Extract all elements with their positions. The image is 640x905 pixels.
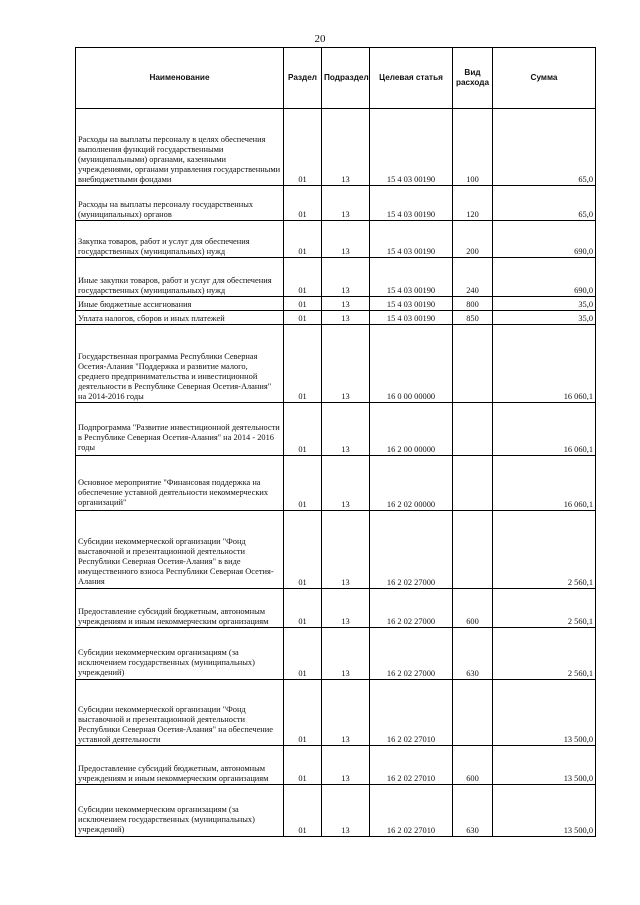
- table-row: [76, 186, 596, 221]
- row-section: 01: [284, 589, 322, 628]
- row-target: 15 4 03 00190: [370, 258, 453, 297]
- row-name: Расходы на выплаты персоналу государственных (муниципальных) органов: [76, 186, 284, 221]
- row-expense-type: [453, 403, 493, 456]
- row-section: 01: [284, 325, 322, 403]
- row-sum: 35,0: [493, 311, 596, 325]
- row-name: Предоставление субсидий бюджетным, автономным учреждениям и иным некоммерческим организациям: [76, 589, 284, 628]
- table-row: [76, 589, 596, 628]
- row-target: 16 2 02 27010: [370, 785, 453, 837]
- table-row: [76, 680, 596, 746]
- row-sum: 2 560,1: [493, 589, 596, 628]
- row-subsection: 13: [322, 403, 370, 456]
- row-sum: 13 500,0: [493, 680, 596, 746]
- row-sum: 16 060,1: [493, 403, 596, 456]
- table-row: [76, 511, 596, 589]
- row-expense-type: 600: [453, 746, 493, 785]
- row-expense-type: 800: [453, 297, 493, 311]
- row-name: Иные бюджетные ассигнования: [76, 297, 284, 311]
- row-name: Расходы на выплаты персоналу в целях обеспечения выполнения функций государственными (муниципальными) органами, казенными учреждениями, органами управления государственными внебюджетными фондами: [76, 109, 284, 186]
- row-target: 15 4 03 00190: [370, 311, 453, 325]
- row-sum: 2 560,1: [493, 511, 596, 589]
- row-sum: 13 500,0: [493, 785, 596, 837]
- row-subsection: 13: [322, 511, 370, 589]
- row-expense-type: [453, 511, 493, 589]
- row-expense-type: 200: [453, 221, 493, 258]
- table-row: [76, 258, 596, 297]
- row-subsection: 13: [322, 746, 370, 785]
- table-row: [76, 456, 596, 511]
- row-expense-type: [453, 456, 493, 511]
- row-sum: 690,0: [493, 221, 596, 258]
- row-subsection: 13: [322, 258, 370, 297]
- row-expense-type: 630: [453, 785, 493, 837]
- row-name: Основное мероприятие "Финансовая поддержка на обеспечение уставной деятельности некоммерческих организаций": [76, 456, 284, 511]
- row-section: 01: [284, 785, 322, 837]
- header-name: Наименование: [76, 48, 284, 109]
- row-subsection: 13: [322, 589, 370, 628]
- row-subsection: 13: [322, 221, 370, 258]
- header-expense-type: Вид расхода: [453, 48, 493, 109]
- page-number: 20: [314, 33, 326, 45]
- row-target: 16 2 02 27010: [370, 746, 453, 785]
- table-row: [76, 311, 596, 325]
- table-row: [76, 628, 596, 680]
- row-subsection: 13: [322, 325, 370, 403]
- row-expense-type: [453, 325, 493, 403]
- row-target: 16 2 00 00000: [370, 403, 453, 456]
- row-section: 01: [284, 746, 322, 785]
- row-target: 15 4 03 00190: [370, 297, 453, 311]
- row-target: 15 4 03 00190: [370, 221, 453, 258]
- table-header-row: [76, 48, 596, 109]
- row-section: 01: [284, 297, 322, 311]
- row-subsection: 13: [322, 785, 370, 837]
- header-subsection: Подраздел: [322, 48, 370, 109]
- row-sum: 690,0: [493, 258, 596, 297]
- row-name: Закупка товаров, работ и услуг для обеспечения государственных (муниципальных) нужд: [76, 221, 284, 258]
- row-name: Субсидии некоммерческим организациям (за исключением государственных (муниципальных) учреждений): [76, 785, 284, 837]
- row-name: Предоставление субсидий бюджетным, автономным учреждениям и иным некоммерческим организациям: [76, 746, 284, 785]
- table-row: [76, 325, 596, 403]
- row-target: 16 0 00 00000: [370, 325, 453, 403]
- row-name: Субсидии некоммерческой организации "Фонд выставочной и презентационной деятельности Республики Северная Осетия-Алания" на обеспечение уставной деятельности: [76, 680, 284, 746]
- row-expense-type: [453, 680, 493, 746]
- header-sum: Сумма: [493, 48, 596, 109]
- row-sum: 16 060,1: [493, 456, 596, 511]
- row-sum: 2 560,1: [493, 628, 596, 680]
- row-subsection: 13: [322, 456, 370, 511]
- row-sum: 65,0: [493, 109, 596, 186]
- row-expense-type: 120: [453, 186, 493, 221]
- row-section: 01: [284, 680, 322, 746]
- row-section: 01: [284, 403, 322, 456]
- row-subsection: 13: [322, 311, 370, 325]
- row-target: 16 2 02 27010: [370, 680, 453, 746]
- header-target: Целевая статья: [370, 48, 453, 109]
- row-section: 01: [284, 109, 322, 186]
- table-row: [76, 221, 596, 258]
- row-subsection: 13: [322, 109, 370, 186]
- row-name: Уплата налогов, сборов и иных платежей: [76, 311, 284, 325]
- row-section: 01: [284, 221, 322, 258]
- header-section: Раздел: [284, 48, 322, 109]
- row-expense-type: 600: [453, 589, 493, 628]
- table-row: [76, 297, 596, 311]
- row-section: 01: [284, 511, 322, 589]
- row-target: 16 2 02 00000: [370, 456, 453, 511]
- row-subsection: 13: [322, 186, 370, 221]
- row-name: Субсидии некоммерческой организации "Фонд выставочной и презентационной деятельности Республики Северная Осетия-Алания" в виде имущественного взноса Республики Северная Осетия-Алания: [76, 511, 284, 589]
- table-row: [76, 746, 596, 785]
- row-expense-type: 100: [453, 109, 493, 186]
- row-name: Субсидии некоммерческим организациям (за исключением государственных (муниципальных) учреждений): [76, 628, 284, 680]
- row-target: 16 2 02 27000: [370, 589, 453, 628]
- row-expense-type: 850: [453, 311, 493, 325]
- row-subsection: 13: [322, 680, 370, 746]
- row-sum: 65,0: [493, 186, 596, 221]
- row-subsection: 13: [322, 628, 370, 680]
- row-sum: 35,0: [493, 297, 596, 311]
- row-section: 01: [284, 628, 322, 680]
- row-section: 01: [284, 456, 322, 511]
- row-target: 15 4 03 00190: [370, 109, 453, 186]
- row-section: 01: [284, 186, 322, 221]
- row-subsection: 13: [322, 297, 370, 311]
- row-section: 01: [284, 258, 322, 297]
- row-target: 16 2 02 27000: [370, 511, 453, 589]
- table-row: [76, 403, 596, 456]
- row-name: Иные закупки товаров, работ и услуг для обеспечения государственных (муниципальных) нужд: [76, 258, 284, 297]
- row-expense-type: 630: [453, 628, 493, 680]
- row-expense-type: 240: [453, 258, 493, 297]
- table-row: [76, 785, 596, 837]
- row-sum: 16 060,1: [493, 325, 596, 403]
- row-sum: 13 500,0: [493, 746, 596, 785]
- budget-table: [75, 47, 596, 837]
- row-target: 15 4 03 00190: [370, 186, 453, 221]
- row-name: Государственная программа Республики Северная Осетия-Алания "Поддержка и развитие малого, среднего предпринимательства и инвестиционной деятельности в Республике Северная Осетия-Алания" на 2014-2016 годы: [76, 325, 284, 403]
- row-section: 01: [284, 311, 322, 325]
- row-target: 16 2 02 27000: [370, 628, 453, 680]
- row-name: Подпрограмма "Развитие инвестиционной деятельности в Республике Северная Осетия-Алания" на 2014 - 2016 годы: [76, 403, 284, 456]
- table-row: [76, 109, 596, 186]
